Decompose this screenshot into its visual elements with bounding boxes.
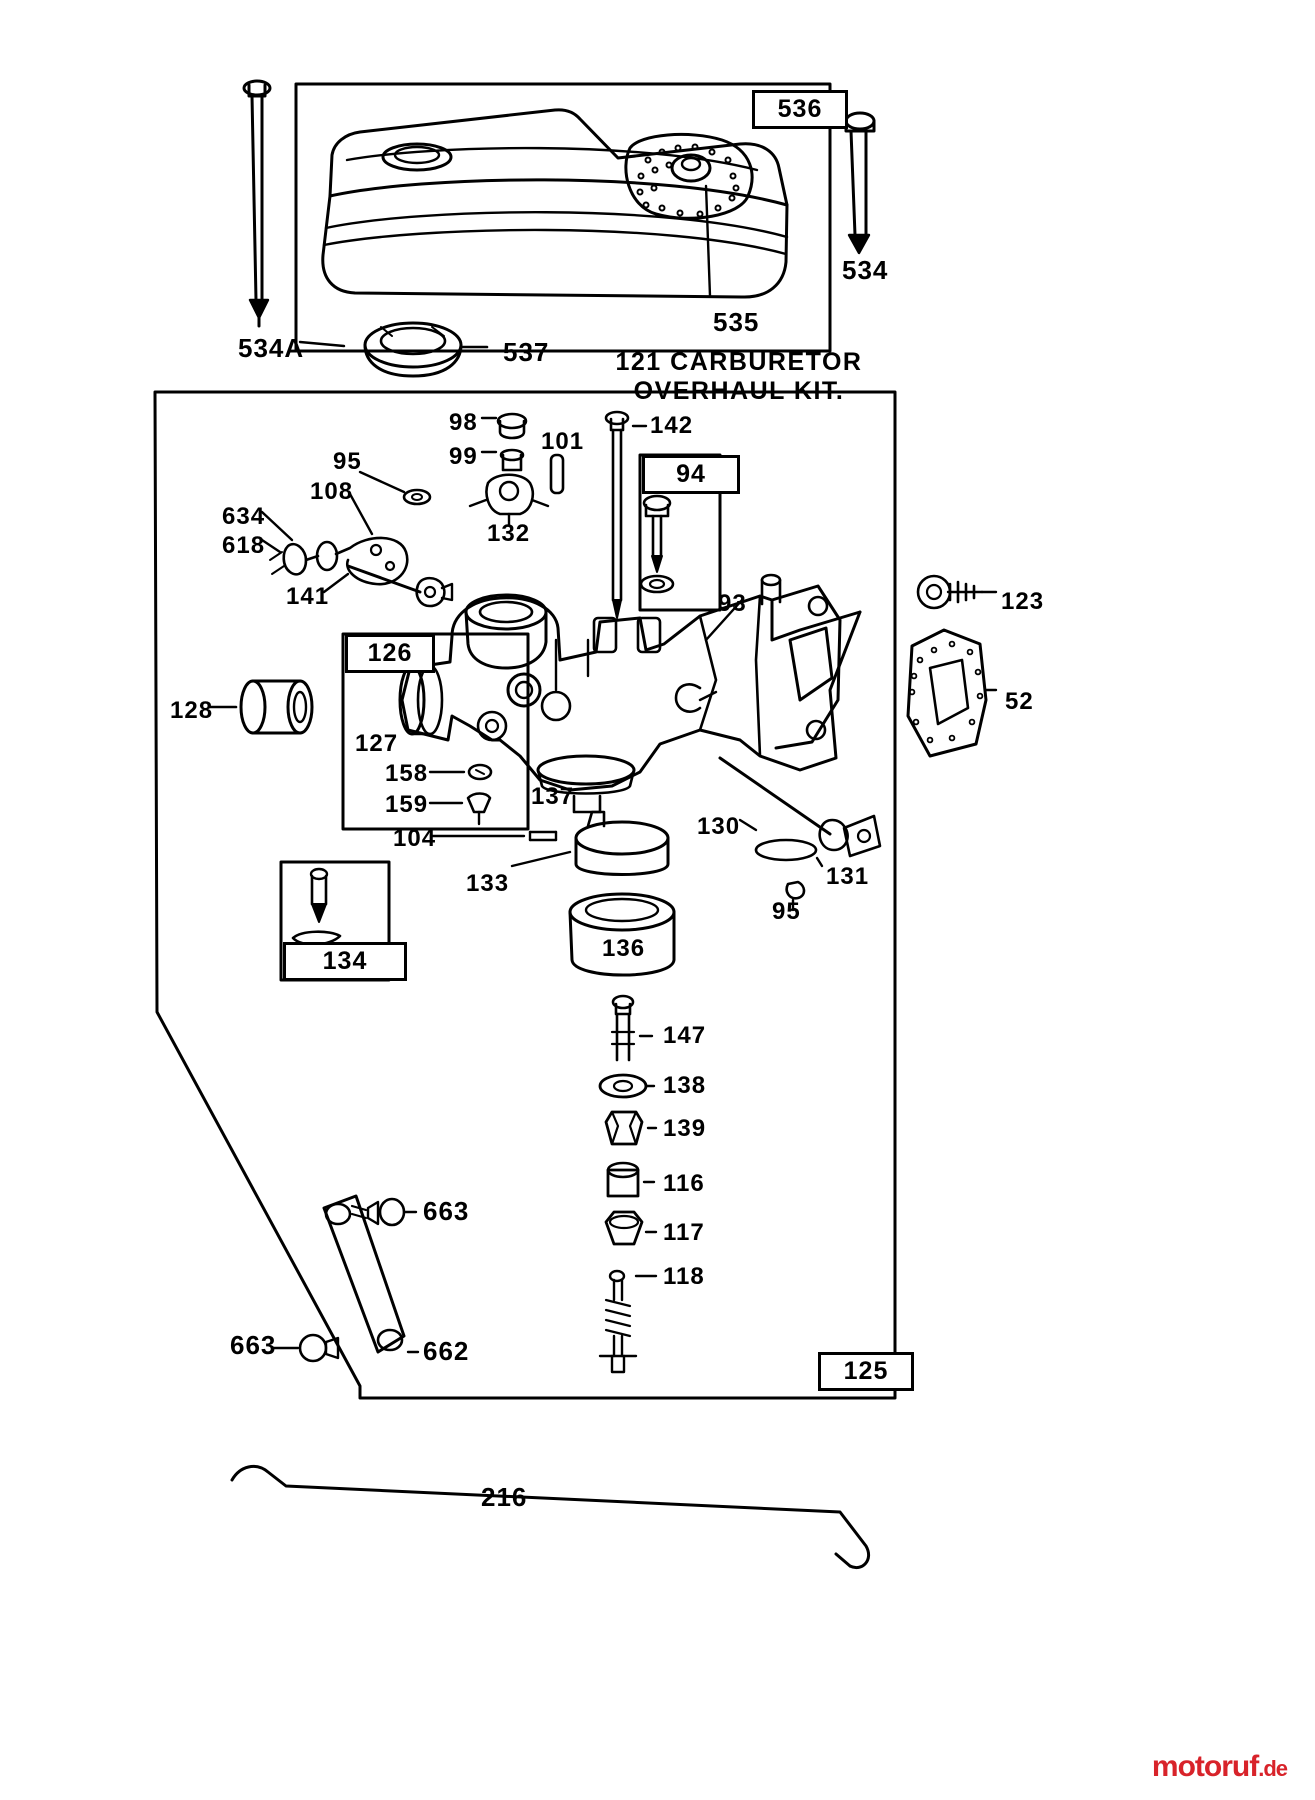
callout-box-536: 536 bbox=[752, 90, 848, 129]
part-label-133: 133 bbox=[466, 870, 510, 897]
part-label-123: 123 bbox=[1001, 588, 1045, 615]
callout-box-125: 125 bbox=[818, 1352, 914, 1391]
part-label-147: 147 bbox=[663, 1022, 707, 1049]
part-label-141: 141 bbox=[286, 583, 330, 610]
overhaul-kit-caption bbox=[604, 348, 874, 406]
part-label-136: 136 bbox=[602, 935, 646, 962]
part-label-132: 132 bbox=[487, 520, 531, 547]
part-label-52: 52 bbox=[1005, 688, 1034, 715]
watermark bbox=[1152, 1750, 1287, 1784]
callout-box-94: 94 bbox=[642, 455, 740, 494]
part-label-537: 537 bbox=[503, 337, 550, 367]
part-label-142: 142 bbox=[650, 412, 694, 439]
part-label-139: 139 bbox=[663, 1115, 707, 1142]
part-label-663-lower: 663 bbox=[230, 1330, 277, 1360]
part-label-108: 108 bbox=[310, 478, 354, 505]
part-label-137: 137 bbox=[531, 783, 575, 810]
kit-caption-line1: 121 CARBURETOR bbox=[615, 348, 863, 376]
part-label-662: 662 bbox=[423, 1336, 470, 1366]
part-label-101: 101 bbox=[541, 428, 585, 455]
part-label-138: 138 bbox=[663, 1072, 707, 1099]
part-label-158: 158 bbox=[385, 760, 429, 787]
watermark-tld: .de bbox=[1258, 1756, 1287, 1781]
part-label-99: 99 bbox=[449, 443, 478, 470]
part-label-663-upper: 663 bbox=[423, 1196, 470, 1226]
part-label-130: 130 bbox=[697, 813, 741, 840]
kit-caption-line2: OVERHAUL KIT. bbox=[633, 376, 845, 405]
watermark-name: motoruf bbox=[1151, 1750, 1259, 1783]
part-label-128: 128 bbox=[170, 697, 214, 724]
part-label-216: 216 bbox=[481, 1482, 528, 1512]
part-label-159: 159 bbox=[385, 791, 429, 818]
part-label-634: 634 bbox=[222, 503, 266, 530]
part-label-534: 534 bbox=[842, 255, 889, 285]
part-label-95-top: 95 bbox=[333, 448, 362, 475]
part-label-127: 127 bbox=[355, 730, 399, 757]
part-label-116: 116 bbox=[663, 1170, 705, 1197]
part-label-131: 131 bbox=[826, 863, 870, 890]
part-label-534A: 534A bbox=[238, 333, 305, 363]
part-label-98: 98 bbox=[449, 409, 478, 436]
part-label-535: 535 bbox=[713, 307, 760, 337]
callout-box-126: 126 bbox=[345, 634, 435, 673]
callout-box-134: 134 bbox=[283, 942, 407, 981]
part-label-118: 118 bbox=[663, 1263, 705, 1290]
part-label-95-bottom: 95 bbox=[772, 898, 801, 925]
part-label-93: 93 bbox=[718, 590, 747, 617]
part-label-618: 618 bbox=[222, 532, 266, 559]
part-label-117: 117 bbox=[663, 1219, 705, 1246]
part-label-104: 104 bbox=[393, 825, 437, 852]
